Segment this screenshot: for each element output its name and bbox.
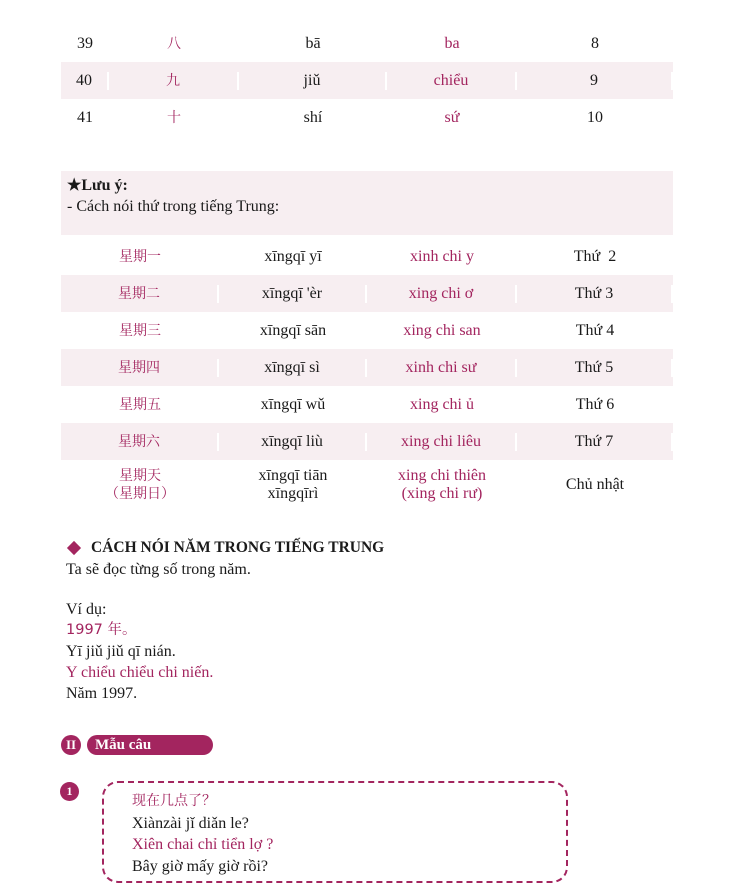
value-cell: 10: [587, 108, 603, 126]
hanzi-cell: 星期三: [119, 322, 161, 339]
row-number: 41: [77, 108, 93, 126]
example-meaning: Năm 1997.: [66, 685, 138, 702]
meaning-cell: Thứ 6: [575, 395, 615, 413]
pinyin-cell: bā: [305, 34, 321, 52]
sentence-meaning: Bây giờ mấy giờ rồi?: [132, 857, 269, 875]
pinyin-cell: xīngqī yī: [264, 247, 322, 265]
example-label: Ví dụ:: [66, 601, 107, 618]
section-heading: [66, 537, 384, 558]
row-number: 40: [61, 72, 109, 90]
reading-cell: chiểu: [387, 72, 517, 90]
hanzi-cell: 星期二: [61, 285, 219, 303]
table-row: [61, 99, 673, 136]
sentence-hanzi: 现在几点了？: [132, 793, 216, 809]
meaning-cell: Thứ 5: [517, 359, 673, 377]
pinyin-cell: xīngqī sān: [259, 321, 327, 339]
meaning-cell: Thứ 4: [575, 321, 615, 339]
pinyin-cell: xīngqī sì: [219, 359, 367, 377]
note-text: - Cách nói thứ trong tiếng Trung:: [67, 198, 280, 215]
reading-line: xing chi thiên: [398, 467, 486, 484]
table-row: [61, 460, 673, 510]
meaning-cell: Chủ nhật: [565, 476, 625, 493]
hanzi-cell: 星期五: [119, 396, 161, 413]
table-row: [61, 386, 673, 423]
reading-cell: sứ: [444, 108, 460, 126]
reading-cell: xinh chi sư: [367, 359, 517, 377]
hanzi-line: 星期天: [119, 468, 161, 484]
pinyin-line: xīngqīrì: [267, 485, 319, 502]
numbers-table: [61, 25, 673, 136]
row-number: 39: [77, 34, 93, 52]
hanzi-cell: 星期四: [61, 359, 219, 377]
reading-cell: xing chi liêu: [367, 433, 517, 451]
meaning-cell: Thứ 2: [573, 247, 617, 265]
sentence-number-badge: 1: [60, 782, 79, 801]
reading-cell: xing chi ơ: [367, 285, 517, 303]
section-header: [61, 735, 213, 755]
intro-text: Ta sẽ đọc từng số trong năm.: [66, 561, 251, 578]
table-row: [61, 275, 673, 312]
sentence-box: [102, 781, 568, 883]
hanzi-line: （星期日）: [105, 486, 175, 502]
table-row: [61, 238, 673, 275]
weekday-table: [61, 238, 673, 510]
pinyin-cell: [219, 467, 367, 503]
table-row: [61, 423, 673, 460]
example-hanzi: 1997 年。: [66, 622, 137, 638]
section-title: Mẫu câu: [87, 735, 213, 755]
pinyin-cell: shí: [303, 108, 323, 126]
hanzi-cell: [61, 467, 219, 503]
value-cell: 8: [591, 34, 599, 52]
reading-cell: xinh chi y: [410, 247, 474, 265]
pinyin-cell: xīngqī 'èr: [219, 285, 367, 303]
reading-cell: [367, 467, 517, 503]
reading-line: (xing chi rư): [401, 485, 483, 502]
hanzi-cell: 星期一: [119, 248, 161, 265]
reading-cell: xing chi san: [403, 321, 481, 339]
hanzi-cell: 八: [167, 35, 181, 52]
example-reading: Y chiểu chiểu chi niến.: [66, 664, 214, 681]
example-pinyin: Yī jiǔ jiǔ qī nián.: [66, 643, 176, 660]
reading-cell: xing chi ủ: [410, 395, 474, 413]
value-cell: 9: [517, 72, 673, 90]
table-row: [61, 62, 673, 99]
pinyin-cell: xīngqī wǔ: [260, 395, 326, 413]
sentence-reading: Xiên chai chỉ tiển lợ ?: [132, 836, 274, 853]
section-number-badge: II: [61, 735, 81, 755]
meaning-cell: Thứ 7: [517, 433, 673, 451]
pinyin-line: xīngqī tiān: [258, 467, 328, 484]
meaning-cell: Thứ 3: [517, 285, 673, 303]
hanzi-cell: 星期六: [61, 433, 219, 451]
year-section: [66, 537, 384, 704]
note-title: ★Lưu ý:: [67, 177, 128, 194]
pinyin-cell: xīngqī liù: [219, 433, 367, 451]
note-box: [61, 171, 673, 235]
sentence-pinyin: Xiànzài jǐ diǎn le?: [132, 814, 249, 832]
table-row: [61, 25, 673, 62]
table-row: [61, 312, 673, 349]
hanzi-cell: 十: [167, 109, 181, 126]
pinyin-cell: jiǔ: [239, 72, 387, 90]
heading-text: CÁCH NÓI NĂM TRONG TIẾNG TRUNG: [91, 539, 385, 556]
table-row: [61, 349, 673, 386]
diamond-bullet-icon: [67, 540, 81, 554]
reading-cell: ba: [444, 34, 460, 52]
hanzi-cell: 九: [109, 72, 239, 90]
